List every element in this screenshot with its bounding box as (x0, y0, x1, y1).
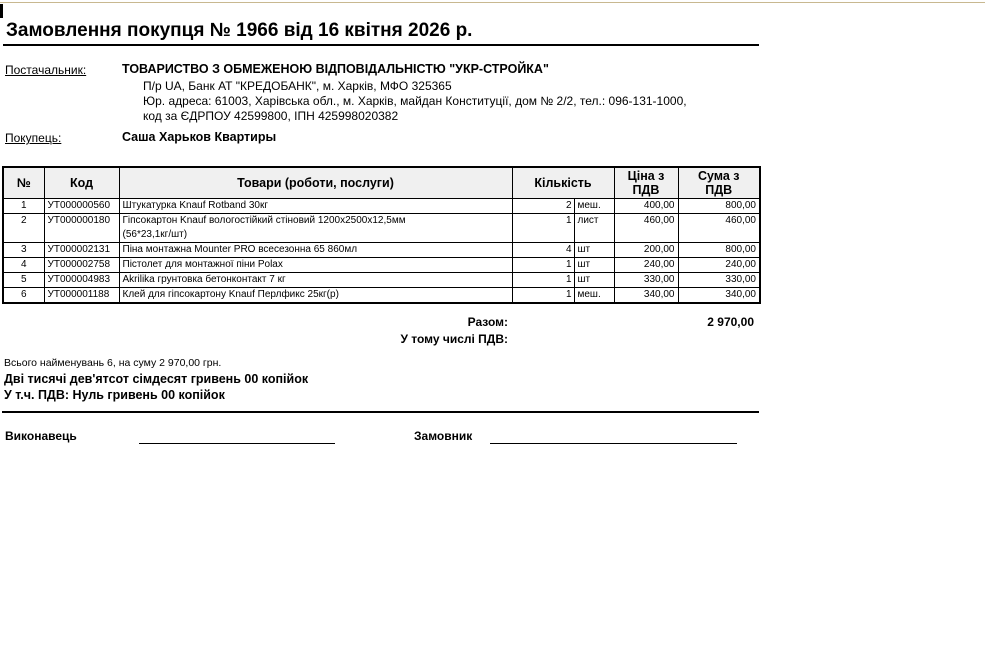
header-num: № (3, 167, 44, 199)
row-sum: 460,00 (678, 214, 760, 243)
row-unit: шт (574, 258, 614, 273)
row-sum: 340,00 (678, 288, 760, 304)
row-qty: 1 (512, 214, 574, 243)
row-num: 3 (3, 243, 44, 258)
row-price: 240,00 (614, 258, 678, 273)
row-code: УТ000000560 (44, 199, 119, 214)
row-sum: 800,00 (678, 199, 760, 214)
row-unit: шт (574, 243, 614, 258)
supplier-codes: код за ЄДРПОУ 42599800, ІПН 425998020382 (143, 109, 399, 123)
executor-label: Виконавець (5, 429, 77, 443)
row-sum: 330,00 (678, 273, 760, 288)
signature-divider (2, 411, 759, 413)
row-code: УТ000002131 (44, 243, 119, 258)
customer-signature-line (490, 443, 737, 444)
title-divider (3, 44, 759, 46)
row-name (119, 214, 512, 243)
row-unit: лист (574, 214, 614, 243)
table-row (3, 243, 760, 258)
header-sum-line1: Сума з (697, 169, 740, 183)
total-label: Разом: (467, 315, 508, 329)
customer-label: Замовник (414, 429, 473, 443)
supplier-name: ТОВАРИСТВО З ОБМЕЖЕНОЮ ВІДПОВІДАЛЬНІСТЮ "УКР-СТРОЙКА" (122, 62, 549, 76)
row-qty: 4 (512, 243, 574, 258)
summary-amount-words: Дві тисячі дев'ятсот сімдесят гривень 00 копійок (4, 372, 309, 386)
summary-vat-words: У т.ч. ПДВ: Нуль гривень 00 копійок (4, 388, 225, 402)
row-qty: 2 (512, 199, 574, 214)
header-code: Код (44, 167, 119, 199)
row-price: 200,00 (614, 243, 678, 258)
supplier-address: Юр. адреса: 61003, Харівська обл., м. Харків, майдан Конституції, дом № 2/2, тел.: 096-131-1000, (143, 94, 687, 108)
supplier-label: Постачальник: (5, 63, 87, 77)
row-code: УТ000004983 (44, 273, 119, 288)
table-row (3, 258, 760, 273)
table-row (3, 288, 760, 304)
supplier-bank: П/р UA, Банк АТ "КРЕДОБАНК", м. Харків, МФО 325365 (143, 79, 452, 93)
row-num: 1 (3, 199, 44, 214)
executor-signature-line (139, 443, 335, 444)
row-name-line2: (56*23,1кг/шт) (122, 229, 188, 240)
row-sum: 240,00 (678, 258, 760, 273)
row-name-line1: Гіпсокартон Knauf вологостійкий стіновий 1200х2500х12,5мм (122, 215, 406, 226)
text-cursor-marker (0, 4, 3, 18)
table-row (3, 273, 760, 288)
row-price: 400,00 (614, 199, 678, 214)
row-price: 340,00 (614, 288, 678, 304)
vat-label: У тому числі ПДВ: (400, 332, 508, 346)
row-name: Клей для гіпсокартону Knauf Перлфикс 25кг(р) (119, 288, 512, 304)
row-num: 5 (3, 273, 44, 288)
header-price (614, 167, 678, 199)
row-name: Штукатурка Knauf Rotband 30кг (119, 199, 512, 214)
window-top-border (0, 2, 985, 3)
header-goods: Товари (роботи, послуги) (119, 167, 512, 199)
row-code: УТ000001188 (44, 288, 119, 304)
header-sum-line2: ПДВ (705, 183, 733, 197)
row-name: Піна монтажна Mounter PRO всесезонна 65 860мл (119, 243, 512, 258)
row-price: 460,00 (614, 214, 678, 243)
row-unit: шт (574, 273, 614, 288)
summary-count: Всього найменувань 6, на суму 2 970,00 грн. (4, 357, 222, 369)
total-value: 2 970,00 (707, 315, 754, 329)
row-code: УТ000002758 (44, 258, 119, 273)
row-qty: 1 (512, 288, 574, 304)
table-header-row (3, 167, 760, 199)
row-num: 4 (3, 258, 44, 273)
row-sum: 800,00 (678, 243, 760, 258)
buyer-label: Покупець: (5, 131, 62, 145)
row-unit: меш. (574, 288, 614, 304)
document-title: Замовлення покупця № 1966 від 16 квітня 2026 р. (6, 20, 473, 41)
row-name: Akrilika грунтовка бетонконтакт 7 кг (119, 273, 512, 288)
header-price-line1: Ціна з (627, 169, 665, 183)
header-qty: Кількість (512, 167, 614, 199)
table-row (3, 199, 760, 214)
row-num: 6 (3, 288, 44, 304)
header-sum (678, 167, 760, 199)
items-table (2, 166, 761, 304)
table-row (3, 214, 760, 243)
row-qty: 1 (512, 273, 574, 288)
row-qty: 1 (512, 258, 574, 273)
row-code: УТ000000180 (44, 214, 119, 243)
row-price: 330,00 (614, 273, 678, 288)
row-name: Пістолет для монтажної піни Polax (119, 258, 512, 273)
buyer-name: Саша Харьков Квартиры (122, 130, 277, 144)
header-price-line2: ПДВ (632, 183, 660, 197)
row-num: 2 (3, 214, 44, 243)
row-unit: меш. (574, 199, 614, 214)
